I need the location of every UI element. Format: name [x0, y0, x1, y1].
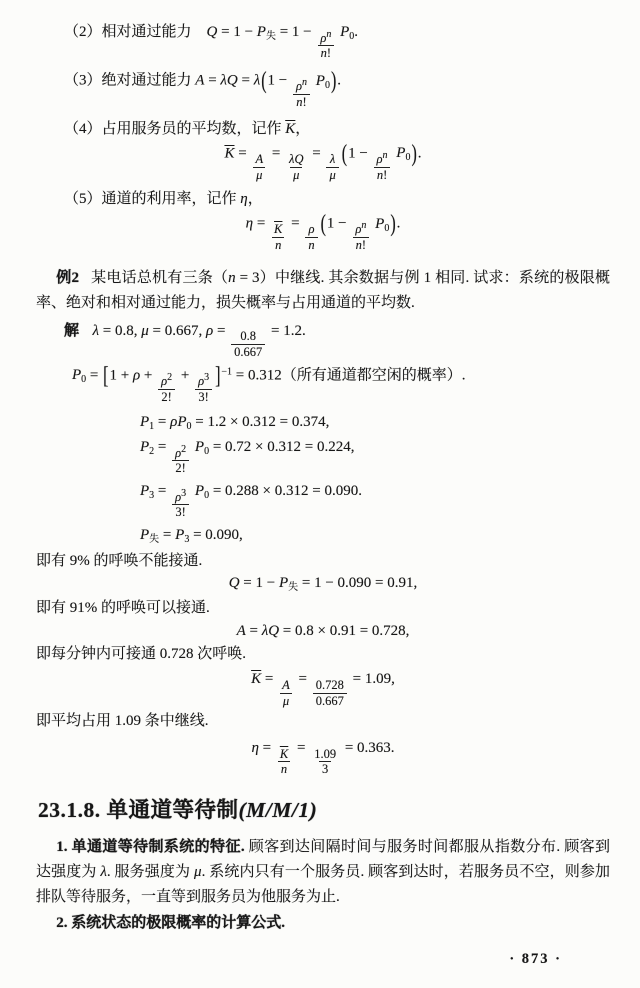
formula-absolute-capacity: （3）绝对通过能力 A = λQ = λ(1 − $\frac{\rho^n}{n!}$ $P_0$). [64, 68, 342, 110]
solution-line [64, 321, 610, 360]
label-channel-utilization: （5）通道的利用率，记作 η， [64, 191, 263, 208]
formula-p0: $P_0 = [1 + \rho$ + $\frac{\rho^2}{2!}$ + $\frac{\rho^3}{3!}$ ]$^{-1}$ = 0.312（所有通道都空闲的概率）. [72, 363, 466, 404]
note-91-percent: 即有 91% 的呼唤可以接通. [36, 599, 210, 616]
solution-tag: 解 [64, 322, 80, 339]
example-2-tag: 例2 [56, 269, 79, 286]
example-2-statement [36, 266, 610, 316]
section-heading-notation: (M/M/1) [238, 798, 318, 823]
formula-p1: $P_1 = \rho P_0 = 1.2 \times 0.312 = 0.374$, [140, 413, 330, 432]
example-2-body: 某电话总机有三条（n = 3）中继线. 其余数据与例 1 相同. 试求：系统的极限概率、绝对和相对通过能力，损失概率与占用通道的平均数. [36, 269, 610, 311]
note-average-lines: 即平均占用 1.09 条中继线. [36, 713, 209, 730]
note-calls-per-minute: 即每分钟内可接通 0.728 次呼唤. [36, 646, 247, 663]
note-9-percent: 即有 9% 的呼唤不能接通. [36, 552, 203, 569]
solution-values: λ = 0.8, μ = 0.667, ρ = $\frac{0.8}{0.667}$ = 1.2. [92, 322, 306, 360]
formula-average-busy-servers: $\overline{K}$ = $\frac{A}{\mu}$ = $\frac{\lambda Q}{\mu}$ = $\frac{\lambda}{\mu}$ (1 − $\frac{\rho^n}{n!}$ $P_0$). [224, 141, 422, 182]
formula-a: A = λQ = 0.8 × 0.91 = 0.728, [236, 622, 410, 639]
label-average-busy-servers: （4）占用服务员的平均数，记作 $\overline{K}$， [64, 120, 311, 137]
formula-p2: $P_2$ = $\frac{\rho^2}{2!}$ $P_0 = 0.72 \times 0.312 = 0.224$, [140, 439, 355, 476]
paragraph-system-characteristics [36, 835, 610, 910]
formula-channel-utilization: η = $\frac{\overline{K}}{n}$ = $\frac{\rho}{n}$ (1 − $\frac{\rho^n}{n!}$ $P_0$). [245, 211, 401, 252]
formula-relative-capacity: （2）相对通过能力 $Q = 1 - P_失 = 1$ − $\frac{\rho^n}{n!}$ $P_0$. [64, 24, 359, 61]
formula-p3: $P_3$ = $\frac{\rho^3}{3!}$ $P_0 = 0.288 \times 0.312 = 0.090$. [140, 483, 362, 520]
section-heading [38, 797, 610, 825]
page-number: · 873 · [509, 951, 562, 967]
formula-eta: η = $\frac{\overline{K}}{n}$ = $\frac{1.09}{3}$ = 0.363. [251, 740, 395, 777]
formula-q: $Q = 1 - P_失 = 1 - 0.090 = 0.91$, [228, 575, 418, 594]
paragraph-limit-probability-formula [36, 911, 610, 935]
formula-k-average: $\overline{K}$ = $\frac{A}{\mu}$ = $\frac{0.728}{0.667}$ = 1.09, [251, 671, 395, 708]
paragraph-1-lead: 1. 单通道等待制系统的特征. [56, 839, 249, 856]
formula-loss-probability: $P_失 = P_3 = 0.090$, [140, 527, 243, 546]
paragraph-2-text: 2. 系统状态的极限概率的计算公式. [56, 915, 286, 932]
paragraph-1-body: 顾客到达间隔时间与服务时间都服从指数分布. 顾客到达强度为 λ. 服务强度为 μ. 系统内只有一个服务员. 顾客到达时，若服务员不空，则参加排队等待服务，一直等到服务员为他服务为止. [36, 839, 610, 906]
section-heading-title: 23.1.8. 单通道等待制 [38, 798, 239, 823]
